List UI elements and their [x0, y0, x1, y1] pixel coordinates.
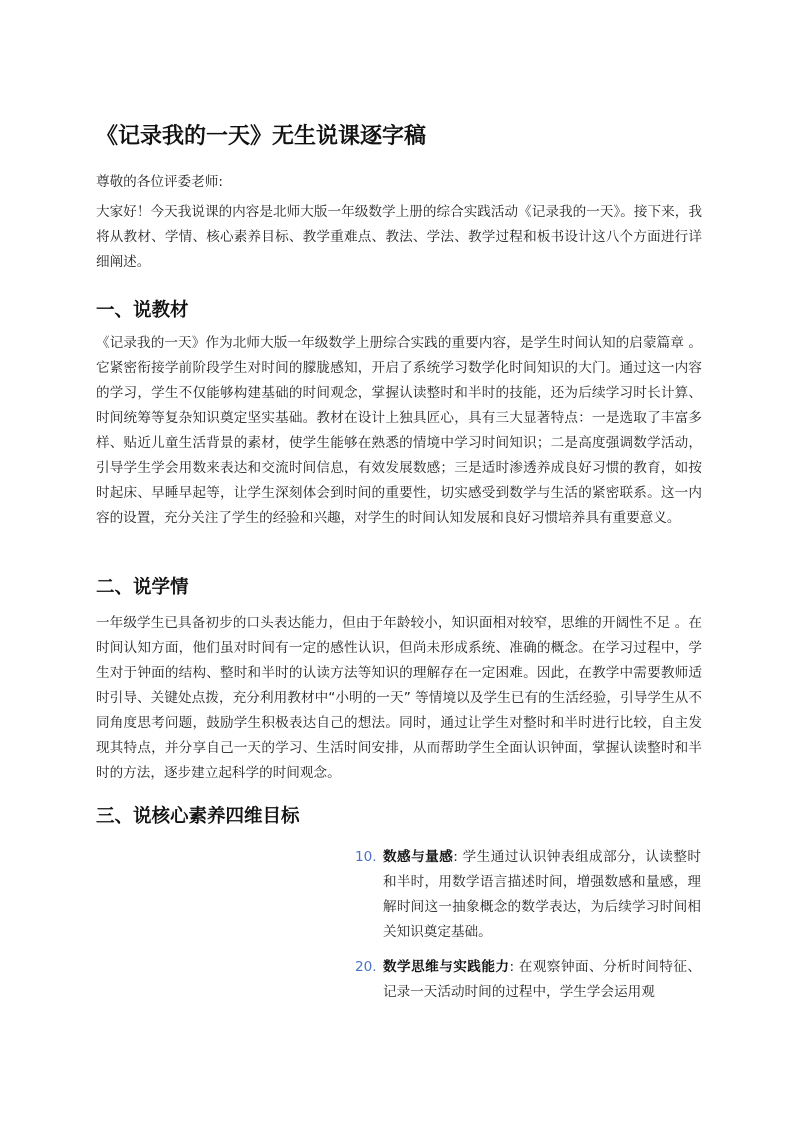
goal-term: 数感与量感 — [383, 849, 454, 865]
intro-paragraph: 大家好！今天我说课的内容是北师大版一年级数学上册的综合实践活动《记录我的一天》。接下来，我将从教材、学情、核心素养目标、教学重难点、教法、学法、教学过程和板书设计这八个方面进行详细阐述。 — [96, 204, 702, 270]
goal-item — [355, 845, 701, 945]
document-title: 《记录我的一天》无生说课逐字稿 — [96, 124, 427, 149]
goal-text: : 学生通过认识钟表组成部分，认读整时和半时，用数学语言描述时间，增强数感和量感，理解时间这一抽象概念的数学表达，为后续学习时间相关知识奠定基础。 — [383, 849, 701, 940]
goal-text: : 在观察钟面、分析时间特征、记录一天活动时间的过程中，学生学会运用观 — [383, 959, 701, 1000]
goal-term: 数学思维与实践能力 — [383, 959, 510, 975]
goals-list — [355, 845, 701, 1015]
goal-number: 20. — [355, 959, 377, 975]
salutation: 尊敬的各位评委老师: — [96, 174, 223, 190]
section-heading-goals: 三、说核心素养四维目标 — [96, 806, 300, 827]
section-heading-textbook: 一、说教材 — [96, 300, 189, 321]
goal-number: 10. — [355, 849, 377, 865]
goal-item — [355, 955, 701, 1005]
section-body-students: 一年级学生已具备初步的口头表达能力，但由于年龄较小，知识面相对较窄，思维的开阔性不足 。在时间认知方面，他们虽对时间有一定的感性认识，但尚未形成系统、准确的概念。在学习过程中，学生对于钟面的结构、整时和半时的认读方法等知识的理解存在一定困难。因此，在教学中需要教师适时引导、关键处点拨，充分利用教材中“小明的一天” 等情境以及学生已有的生活经验，引导学生从不同角度思考问题，鼓励学生积极表达自己的想法。同时，通过让学生对整时和半时进行比较，自主发现其特点，并分享自己一天的学习、生活时间安排，从而帮助学生全面认识钟面，掌握认读整时和半时的方法，逐步建立起科学的时间观念。 — [96, 615, 702, 781]
section-body-textbook: 《记录我的一天》作为北师大版一年级数学上册综合实践的重要内容，是学生时间认知的启蒙篇章 。它紧密衔接学前阶段学生对时间的朦胧感知，开启了系统学习数学化时间知识的大门。通过这一内容的学习，学生不仅能够构建基础的时间观念，掌握认读整时和半时的技能，还为后续学习时长计算、时间统筹等复杂知识奠定坚实基础。教材在设计上独具匠心，具有三大显著特点：一是选取了丰富多样、贴近儿童生活背景的素材，使学生能够在熟悉的情境中学习时间知识；二是高度强调数学活动，引导学生学会用数来表达和交流时间信息，有效发展数感；三是适时渗透养成良好习惯的教育，如按时起床、早睡早起等，让学生深刻体会到时间的重要性，切实感受到数学与生活的紧密联系。这一内容的设置，充分关注了学生的经验和兴趣，对学生的时间认知发展和良好习惯培养具有重要意义。 — [96, 335, 702, 526]
section-heading-students: 二、说学情 — [96, 577, 189, 598]
